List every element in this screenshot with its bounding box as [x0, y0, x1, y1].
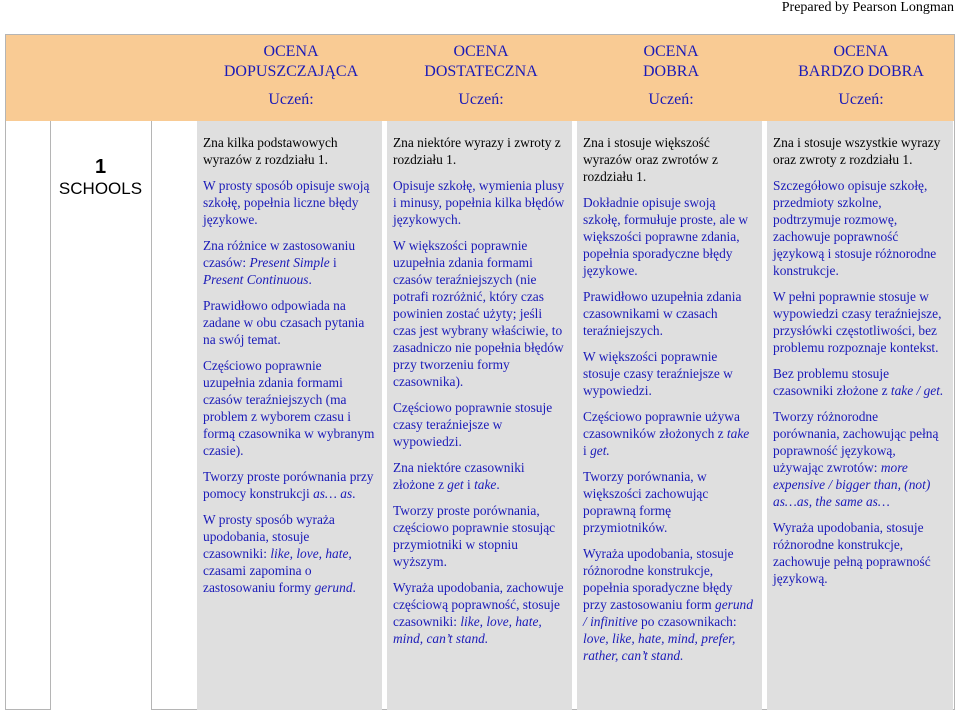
requirement-item: W większości poprawnie uzupełnia zdania formami czasów teraźniejszych (nie potrafi rozróżnić, który czas powinien zostać użyty; jeśli czas jest wybrany właściwie, to zasadniczo nie popełnia błędów przy tworzeniu formy czasownika). [393, 238, 564, 389]
requirement-item: Częściowo poprawnie używa czasowników złożonych z take i get. [583, 409, 750, 458]
requirement-item: Zna niektóre czasowniki złożone z get i take. [393, 460, 525, 492]
grade-title: OCENA DOPUSZCZAJĄCA [223, 43, 359, 80]
divider [151, 121, 152, 710]
column-lead-text: Zna i stosuje większość wyrazów oraz zwrotów z rozdziału 1. [583, 135, 718, 184]
column-bardzo-dobra [767, 121, 953, 710]
requirement-item: Tworzy różnorodne porównania, zachowując pełną poprawność językową, używając zwrotów: more expensive / bigger than, (not) as…as, the same as… [773, 409, 939, 509]
column-dopuszczajaca [197, 121, 382, 710]
header-cell-dopuszczajaca [196, 35, 386, 121]
requirement-item: W większości poprawnie stosuje czasy teraźniejsze w wypowiedzi. [583, 349, 733, 398]
header-cell-dostateczna [386, 35, 576, 121]
unit-number: 1 [94, 156, 107, 178]
requirement-item: Bez problemu stosuje czasowniki złożone z take / get. [773, 366, 944, 398]
requirement-item: W prosty sposób opisuje swoją szkołę, popełnia liczne błędy językowe. [203, 178, 370, 227]
header-cell-dobra [576, 35, 766, 121]
student-label: Uczeń: [838, 91, 884, 108]
requirement-item: Prawidłowo uzupełnia zdania czasownikami w czasach teraźniejszych. [583, 289, 742, 338]
requirement-item: Prawidłowo odpowiada na zadane w obu czasach pytania na swój temat. [203, 298, 365, 347]
requirement-item: W prosty sposób wyraża upodobania, stosuje czasowniki: like, love, hate, czasami zapomina o zastosowaniu formy gerund. [203, 512, 356, 595]
requirement-item: Częściowo poprawnie uzupełnia zdania formami czasów teraźniejszych (ma problem z wyborem czasu i formą czasownika w wybranym czasie). [203, 358, 375, 458]
requirement-item: Wyraża upodobania, stosuje różnorodne konstrukcje, zachowuje pełną poprawność językową. [773, 520, 931, 586]
column-lead-text: Zna kilka podstawowych wyrazów z rozdziału 1. [203, 135, 338, 167]
prepared-by-note: Prepared by Pearson Longman [781, 0, 954, 15]
grade-title: OCENA DOSTATECZNA [424, 43, 538, 80]
requirement-item: Wyraża upodobania, stosuje różnorodne konstrukcje, popełnia sporadyczne błędy przy zastosowaniu form gerund / infinitive po czasownikach: love, like, hate, mind, prefer, rather, can’t stand. [583, 546, 753, 663]
requirement-item: Dokładnie opisuje swoją szkołę, formułuje proste, ale w większości poprawne zdania, popełnia sporadyczne błędy językowe. [583, 195, 749, 278]
requirement-item: W pełni poprawnie stosuje w wypowiedzi czasy teraźniejsze, przysłówki częstotliwości, bez problemu rozpoznaje kontekst. [773, 289, 942, 355]
column-lead-text: Zna i stosuje wszystkie wyrazy oraz zwroty z rozdziału 1. [773, 135, 941, 167]
requirement-item: Zna różnice w zastosowaniu czasów: Present Simple i Present Continuous. [203, 238, 356, 287]
divider [50, 121, 51, 710]
requirement-item: Tworzy proste porównania przy pomocy konstrukcji as… as. [203, 469, 374, 501]
requirement-item: Szczegółowo opisuje szkołę, przedmioty szkolne, podtrzymuje rozmowę, zachowuje poprawność językową i stosuje różnorodne konstrukcje. [773, 178, 937, 278]
requirement-item: Tworzy proste porównania, częściowo poprawnie stosując przymiotniki w stopniu wyższym. [393, 503, 556, 569]
column-lead-text: Zna niektóre wyrazy i zwroty z rozdziału 1. [393, 135, 561, 167]
column-dostateczna [387, 121, 572, 710]
unit-name: SCHOOLS [58, 179, 143, 198]
student-label: Uczeń: [268, 91, 314, 108]
requirement-item: Wyraża upodobania, zachowuje częściową poprawność, stosuje czasowniki: like, love, hate, mind, can’t stand. [393, 580, 564, 646]
grade-title: OCENA BARDZO DOBRA [798, 43, 924, 80]
requirement-item: Opisuje szkołę, wymienia plusy i minusy, popełnia kilka błędów językowych. [393, 178, 565, 227]
requirement-item: Częściowo poprawnie stosuje czasy teraźniejsze w wypowiedzi. [393, 400, 553, 449]
student-label: Uczeń: [458, 91, 504, 108]
header-row [6, 35, 954, 121]
header-cell-bardzo-dobra [766, 35, 956, 121]
column-dobra [577, 121, 762, 710]
unit-label [50, 155, 151, 199]
unit-column [50, 121, 151, 710]
grade-title: OCENA DOBRA [642, 43, 699, 80]
student-label: Uczeń: [648, 91, 694, 108]
requirement-item: Tworzy porównania, w większości zachowując poprawną formę przymiotników. [583, 469, 709, 535]
